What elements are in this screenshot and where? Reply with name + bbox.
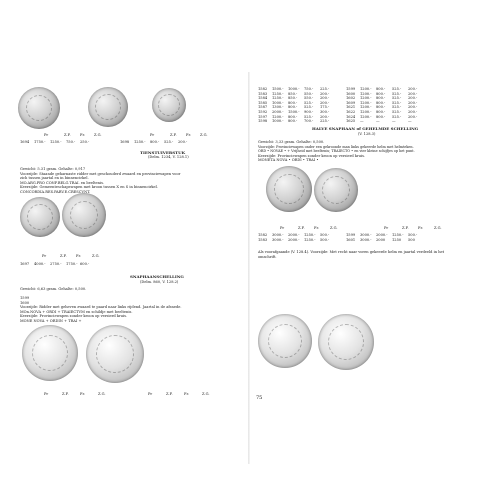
cell: 1583 [258, 237, 268, 242]
cell: 525.- [304, 105, 314, 110]
cell: 2750.- [50, 262, 62, 266]
hdr-cell: Pr [44, 392, 49, 396]
cell: 1587 [258, 105, 268, 110]
cell: 3000.- [360, 233, 372, 237]
tien-price-row [20, 262, 94, 266]
snap-text-4: MONE NOVA + ORDIN + TRAI + [20, 318, 82, 323]
top-table-row [258, 101, 422, 105]
cell: 1250.- [50, 140, 62, 144]
hdr-cell: Z.G. [330, 226, 338, 230]
cell: 200.- [320, 114, 330, 119]
snap-title: SNAPHAANSCHELLING [130, 274, 184, 279]
halve-price-row [258, 238, 422, 242]
cell: 1602 [346, 96, 356, 101]
cell: 750.- [304, 87, 314, 91]
cell: 1250.- [304, 233, 316, 237]
cell: 1200.- [360, 110, 372, 114]
coin-photo-halve-obverse [266, 166, 312, 212]
cell: 2000.- [288, 233, 300, 237]
cell: 525.- [392, 91, 402, 96]
cell: 2000.- [288, 237, 300, 242]
cell: 800.- [376, 105, 386, 110]
hdr-cell: Fr. [76, 254, 81, 258]
cell: 1583 [258, 91, 268, 96]
cell: 1300.- [272, 105, 284, 110]
cell: 525.- [392, 110, 402, 114]
coin-photo-right-reverse [318, 314, 374, 370]
cell: 1624 [346, 114, 356, 119]
halve-title: HALVE SNAPHAAN of GEHELMDE SCHELLING [312, 126, 419, 131]
tien-text-4: MO.ARG.PRO CONF.BELG.TRAI. en beeltenis. [20, 180, 105, 185]
cell: 1500.- [288, 110, 300, 114]
cell: 1250.- [134, 140, 146, 144]
hdr-cell: Z.G. [98, 392, 106, 396]
tien-text-3: zich tussen jaartal en in binnencirkel. [20, 176, 89, 180]
halve-text-1: Gewicht: 3,33 gram. Gehalte: 0,500. [258, 140, 325, 144]
tien-text-2: Voorzijde: Staande geharnaste ridder met geschouderd zwaard en provinciewapen voor [20, 171, 181, 176]
hdr-cell: Z.F. [402, 226, 409, 230]
cell: 525.- [392, 114, 402, 119]
cell: 1582 [258, 233, 268, 237]
cell: 1585 [258, 100, 268, 105]
top-table-row [258, 110, 422, 114]
snap-price-header-b [148, 392, 220, 396]
top-table-row [258, 96, 422, 100]
price-header-a [44, 133, 108, 137]
cell: 1200.- [360, 105, 372, 110]
cell: 800.- [376, 87, 386, 91]
cell: 3000.- [360, 237, 372, 242]
cell: 2000 [376, 237, 386, 242]
cell: 700.- [304, 119, 314, 124]
cell: 850.- [288, 96, 298, 101]
snap-ref: (Delm. 860, V. 128.2) [140, 280, 179, 284]
coin-photo-snap-reverse [86, 325, 144, 383]
tien-text-1: Gewicht: 5.31 gram. Gehalte: 0,917 [20, 167, 86, 171]
hdr-cell: Fr. [80, 133, 85, 137]
snap-year-1: 1599 [20, 296, 30, 300]
cell: 3000.- [272, 237, 284, 242]
hdr-cell: Fr. [80, 392, 85, 396]
snap-text-2: MOn.NOVA + ORDI + TRAIECTVM en schildje met beeltenis. [20, 309, 133, 314]
left-page [0, 72, 248, 464]
hdr-cell: Z.F. [60, 254, 67, 258]
hdr-cell: Fr. [186, 133, 191, 137]
cell: 1250 [392, 237, 402, 242]
snap-year-2: 1600 [20, 300, 30, 305]
cell: 1694 [20, 140, 30, 144]
tien-title: TIENSTUIVERSTUK [140, 150, 186, 155]
halve-note-1: Als voorafgaande (V. 128.4). Voorzijde: Met recht naar voren gekeerde helm en jaartal verdeeld in het [258, 250, 445, 254]
cell: 1601 [346, 237, 356, 242]
top-table-row [258, 115, 422, 119]
cell: 1200.- [360, 114, 372, 119]
cell: 1592 [258, 110, 268, 114]
cell: 1597 [258, 114, 268, 119]
hdr-cell: Z.F. [62, 392, 69, 396]
hdr-cell: Pr [42, 254, 47, 258]
halve-text-5: MONETA NOVA • ORDI • TRAI • [258, 158, 319, 162]
cell: 2000.- [376, 233, 388, 237]
cell: — [376, 119, 380, 124]
page-number: 75 [256, 395, 263, 401]
hdr-cell: Z.F. [166, 392, 173, 396]
cell: 600.- [80, 262, 90, 266]
cell: 1697 [20, 262, 30, 266]
cell: 200.- [320, 100, 330, 105]
halve-price-row [258, 233, 422, 237]
tien-text-6: CONCORDIA.RES.PARV.E.CRESCVNT. [20, 189, 91, 194]
cell: 300.- [320, 110, 330, 114]
cell: 225.- [320, 87, 330, 91]
cell: 1200.- [360, 91, 372, 96]
hdr-cell: Pr [148, 392, 153, 396]
cell: 525.- [164, 140, 174, 144]
cell: 200.- [178, 140, 188, 144]
cell: — [392, 119, 396, 124]
cell: 200.- [408, 105, 418, 110]
hdr-cell: Pr [384, 226, 389, 230]
cell: 900.- [304, 110, 314, 114]
cell: 1000.- [272, 119, 284, 124]
price-header-b [150, 133, 214, 137]
halve-price-header [280, 226, 448, 230]
cell: 200.- [408, 87, 418, 91]
hdr-cell: Z.G. [200, 133, 208, 137]
cell: 1750.- [66, 262, 78, 266]
coin-photo-right-obverse [258, 314, 312, 368]
cell: 200.- [320, 91, 330, 96]
tien-ref: (Delm. 1234, V. 128.1) [148, 155, 189, 159]
cell: — [408, 119, 412, 124]
hdr-cell: Z.F. [64, 133, 71, 137]
cell: 200.- [408, 96, 418, 101]
cell: 800.- [376, 100, 386, 105]
cell: 200.- [408, 100, 418, 105]
cell: 800.- [288, 100, 298, 105]
cell: 250.- [80, 140, 90, 144]
cell: 1500.- [272, 87, 284, 91]
cell: 800.- [376, 114, 386, 119]
halve-text-2: Voorzijde: Provinciewapen onder een gekroonde man links gekeerde helm met helmteken. [258, 144, 414, 149]
cell: 1000.- [288, 87, 300, 91]
hdr-cell: Z.G. [94, 133, 102, 137]
cell: 550.- [304, 96, 314, 101]
hdr-cell: Z.G. [92, 254, 100, 258]
cell: 175.- [320, 105, 330, 110]
cell: 800.- [288, 119, 298, 124]
cell: 200.- [320, 96, 330, 101]
cell: 1250.- [392, 233, 404, 237]
top-table-row [258, 119, 422, 123]
coin-photo-snap-obverse [22, 325, 78, 381]
cell: 1609 [346, 100, 356, 105]
tien-text-5: Keerzijde: Gemeenteschapswapen met kroon tussen X en S in binnencirkel. [20, 185, 158, 189]
cell: 550.- [304, 91, 314, 96]
coin-photo-halve-reverse [314, 168, 358, 212]
cell: 500 [408, 237, 415, 242]
cell: 800.- [376, 110, 386, 114]
hdr-cell: Z.F. [170, 133, 177, 137]
top-table-row [258, 92, 422, 96]
cell: 3000.- [272, 233, 284, 237]
halve-text-3: ORD • NOVAE • + Vrijheid met beeltenis; TRAIECTO • en vier kleine schijfjes op het punt. [258, 149, 415, 153]
cell: 1621 [346, 105, 356, 110]
coin-photo-reverse-1 [88, 87, 128, 127]
hdr-cell: Pr [150, 133, 155, 137]
cell: 800.- [376, 91, 386, 96]
hdr-cell: Pr [280, 226, 285, 230]
hdr-cell: Z.G. [202, 392, 210, 396]
hdr-cell: Fr. [184, 392, 189, 396]
cell: 1200.- [360, 87, 372, 91]
price-row-top [20, 140, 192, 144]
cell: 200.- [408, 110, 418, 114]
coin-photo-tien-reverse [62, 193, 106, 237]
cell: 1622 [346, 110, 356, 114]
top-table-row [258, 105, 422, 109]
hdr-cell: Pr [44, 133, 49, 137]
snap-gewicht: Gewicht: 6,63 gram. Gehalte: 0,500. [20, 287, 87, 291]
halve-text-4: Keerzijde: Provinciewapen zonder kroon op versierd kruis. [258, 153, 366, 158]
cell: 525.- [304, 100, 314, 105]
cell: 1625 [346, 119, 356, 124]
cell: 800.- [288, 105, 298, 110]
cell: 750.- [66, 140, 76, 144]
cell: 1750.- [34, 140, 46, 144]
cell: 225.- [320, 119, 330, 124]
cell: 800.- [288, 114, 298, 119]
cell: 1250.- [272, 96, 284, 101]
snap-price-header-a [44, 392, 116, 396]
cell: 1584 [258, 96, 268, 101]
snap-text-1: Voorzijde: Ridder met geheven zwaard te paard naar links rijdend. Jaartal in de afsnede. [20, 305, 182, 309]
cell: 525.- [392, 96, 402, 101]
halve-note-2: omschrift. [258, 254, 277, 259]
coin-photo-obverse-1 [18, 87, 60, 129]
cell: 1250.- [304, 237, 316, 242]
cell: 1598 [258, 119, 268, 124]
cell: 500.- [408, 233, 418, 237]
cell: 200.- [408, 91, 418, 96]
cell: — [360, 119, 364, 124]
cell: 1200.- [360, 100, 372, 105]
cell: 1599 [346, 87, 356, 91]
cell: 525.- [392, 105, 402, 110]
cell: 1698 [120, 140, 130, 144]
cell: 1200.- [272, 114, 284, 119]
cell: 525.- [392, 87, 402, 91]
cell: 525.- [392, 100, 402, 105]
cell: 500.- [320, 233, 330, 237]
hdr-cell: Z.F. [298, 226, 305, 230]
cell: 4000.- [34, 262, 46, 266]
coin-photo-obverse-2 [152, 88, 186, 122]
cell: 1000.- [272, 100, 284, 105]
cell: 2000.- [272, 110, 284, 114]
cell: 1582 [258, 87, 268, 91]
cell: 1250.- [272, 91, 284, 96]
top-table-row [258, 87, 422, 91]
cell: 1200.- [360, 96, 372, 101]
hdr-cell: Fr. [314, 226, 319, 230]
cell: 800.- [376, 96, 386, 101]
cell: 200.- [408, 114, 418, 119]
hdr-cell: Z.G. [434, 226, 442, 230]
cell: 1599 [346, 233, 356, 237]
cell: 1600 [346, 91, 356, 96]
halve-ref: (V. 128.3) [358, 132, 376, 136]
cell: 800.- [150, 140, 160, 144]
snap-text-3: Keerzijde: Provinciewapen zonder kroon op versierd kruis. [20, 314, 128, 318]
cell: 850.- [288, 91, 298, 96]
hdr-cell: Fr. [418, 226, 423, 230]
tien-price-header [42, 254, 106, 258]
coin-photo-tien-obverse [20, 197, 60, 237]
cell: 500.- [320, 237, 330, 242]
cell: 525.- [304, 114, 314, 119]
